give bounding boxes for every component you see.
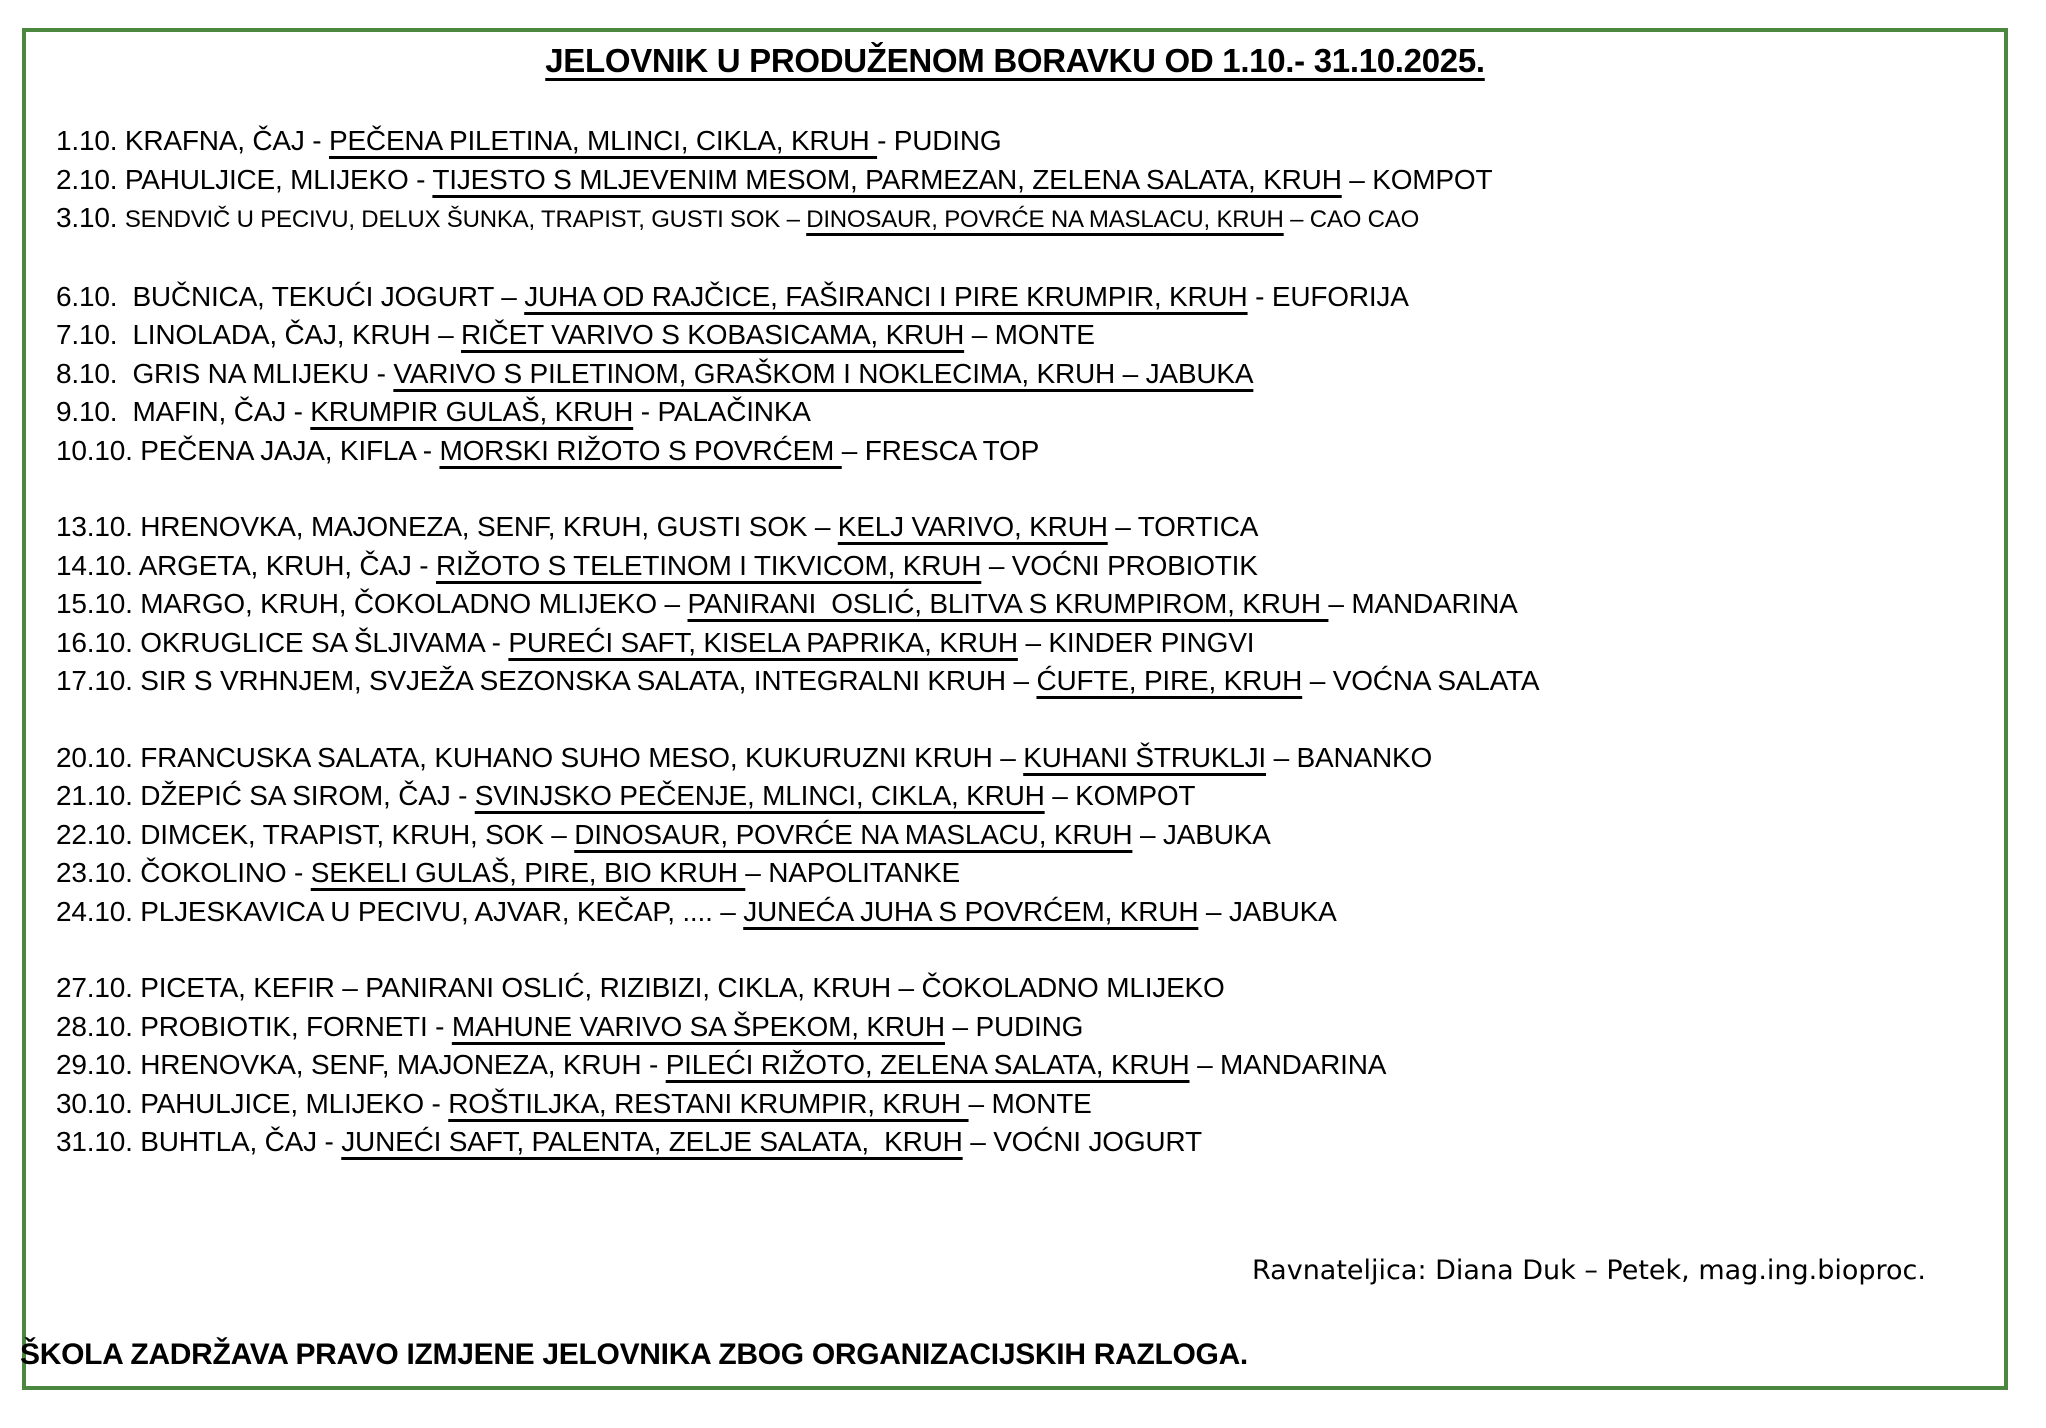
menu-dessert: - EUFORIJA [1247, 280, 1409, 312]
menu-dessert: – CAO CAO [1283, 206, 1420, 233]
menu-lunch: JUHA OD RAJČICE, FAŠIRANCI I PIRE KRUMPIR, KRUH [524, 280, 1248, 312]
menu-breakfast: HRENOVKA, MAJONEZA, SENF, KRUH, GUSTI SOK – [140, 511, 838, 542]
menu-lunch: PEČENA PILETINA, MLINCI, CIKLA, KRUH [328, 125, 878, 156]
menu-lunch: DINOSAUR, POVRĆE NA MASLACU, KRUH [806, 206, 1284, 233]
menu-date: 6.10. [56, 280, 125, 312]
menu-line [56, 893, 1974, 932]
menu-breakfast: ČOKOLINO - [140, 857, 311, 888]
menu-line [56, 1123, 1974, 1162]
menu-date: 16.10. [56, 626, 141, 658]
menu-date: 15.10. [56, 588, 141, 619]
menu-breakfast: BUČNICA, TEKUĆI JOGURT – [124, 280, 525, 312]
menu-week [56, 122, 1974, 240]
menu-date: 22.10. [56, 818, 141, 850]
menu-line [56, 122, 1974, 161]
menu-line [56, 1085, 1974, 1124]
menu-line [56, 662, 1974, 701]
menu-dessert: – KINDER PINGVI [1017, 626, 1255, 658]
menu-lunch: MAHUNE VARIVO SA ŠPEKOM, KRUH [451, 1010, 945, 1042]
menu-lunch: PILEĆI RIŽOTO, ZELENA SALATA, KRUH [665, 1049, 1190, 1080]
menu-dessert: – PUDING [944, 1010, 1084, 1042]
menu-line [56, 739, 1974, 778]
menu-breakfast: BUHTLA, ČAJ - [140, 1126, 342, 1157]
menu-breakfast: SENDVIČ U PECIVU, DELUX ŠUNKA, TRAPIST, GUSTI SOK – [124, 206, 807, 233]
menu-lunch: SEKELI GULAŠ, PIRE, BIO KRUH [310, 857, 746, 888]
menu-line [56, 393, 1974, 432]
menu-line [56, 624, 1974, 663]
menu-lunch: SVINJSKO PEČENJE, MLINCI, CIKLA, KRUH [474, 780, 1045, 811]
menu-breakfast: PEČENA JAJA, KIFLA - [140, 434, 440, 466]
menu-lunch: ĆUFTE, PIRE, KRUH [1036, 665, 1303, 696]
menu-dessert: – KOMPOT [1341, 163, 1493, 195]
menu-date: 13.10. [56, 511, 141, 542]
menu-dessert: – VOĆNI JOGURT [962, 1126, 1202, 1157]
menu-dessert: – JABUKA [1198, 895, 1337, 927]
menu-week [56, 278, 1974, 471]
menu-date: 8.10. [56, 357, 125, 389]
menu-lunch: KRUMPIR GULAŠ, KRUH [310, 396, 634, 427]
menu-dessert: – MANDARINA [1328, 588, 1518, 619]
menu-dessert: – BANANKO [1266, 741, 1433, 773]
signature: Ravnateljica: Diana Duk – Petek, mag.ing.bioproc. [1252, 1254, 1926, 1286]
menu-dessert: – TORTICA [1107, 511, 1259, 542]
menu-lunch: RIŽOTO S TELETINOM I TIKVICOM, KRUH [435, 549, 982, 581]
menu-breakfast: HRENOVKA, SENF, MAJONEZA, KRUH - [140, 1049, 666, 1080]
menu-lunch: JUNEĆA JUHA S POVRĆEM, KRUH [743, 895, 1199, 927]
menu-breakfast: GRIS NA MLIJEKU - [124, 357, 394, 389]
menu-dessert: – VOĆNI PROBIOTIK [981, 549, 1258, 581]
menu-dessert: – KOMPOT [1044, 780, 1196, 811]
menu-dessert: – MONTE [964, 319, 1095, 350]
menu-date: 2.10. [56, 163, 125, 195]
menu-breakfast: DŽEPIĆ SA SIROM, ČAJ - [140, 780, 475, 811]
menu-date: 17.10. [56, 665, 141, 696]
menu-date: 1.10. [56, 125, 125, 156]
page-title: JELOVNIK U PRODUŽENOM BORAVKU OD 1.10.- 31.10.2025. [545, 42, 1485, 79]
menu-line [56, 1008, 1974, 1047]
menu-line [56, 969, 1974, 1008]
page-border [22, 28, 2008, 1390]
menu-dessert: – VOĆNA SALATA [1302, 665, 1540, 696]
menu-dessert: – MONTE [968, 1087, 1092, 1119]
menu-date: 29.10. [56, 1049, 141, 1080]
menu-line [56, 278, 1974, 317]
menu-breakfast: PICETA, KEFIR – PANIRANI OSLIĆ, RIZIBIZI, CIKLA, KRUH – ČOKOLADNO MLIJEKO [140, 972, 1225, 1003]
menu-breakfast: MAFIN, ČAJ - [124, 396, 311, 427]
menu-date: 21.10. [56, 780, 141, 811]
menu-line [56, 777, 1974, 816]
menu-line [56, 854, 1974, 893]
menu-lunch: KUHANI ŠTRUKLJI [1023, 741, 1267, 773]
menu-dessert: - PUDING [877, 125, 1002, 156]
menu-breakfast: PROBIOTIK, FORNETI - [140, 1010, 452, 1042]
menu-date: 20.10. [56, 741, 141, 773]
menu-breakfast: MARGO, KRUH, ČOKOLADNO MLIJEKO – [140, 588, 688, 619]
menu-breakfast: OKRUGLICE SA ŠLJIVAMA - [140, 626, 509, 658]
menu-line [56, 355, 1974, 394]
menu-date: 9.10. [56, 396, 125, 427]
menu-lunch: RIČET VARIVO S KOBASICAMA, KRUH [461, 319, 965, 350]
menu-date: 30.10. [56, 1087, 141, 1119]
menu-date: 23.10. [56, 857, 141, 888]
menu-breakfast: FRANCUSKA SALATA, KUHANO SUHO MESO, KUKURUZNI KRUH – [140, 741, 1024, 773]
menu-breakfast: ARGETA, KRUH, ČAJ - [138, 549, 436, 581]
menu-line [56, 432, 1974, 471]
menu-list [56, 122, 1974, 1162]
menu-date: 10.10. [56, 434, 141, 466]
menu-dessert: – MANDARINA [1189, 1049, 1387, 1080]
menu-line [56, 316, 1974, 355]
menu-lunch: MORSKI RIŽOTO S POVRĆEM [439, 434, 842, 466]
menu-date: 7.10. [56, 319, 125, 350]
menu-lunch: ROŠTILJKA, RESTANI KRUMPIR, KRUH [448, 1087, 969, 1119]
menu-date: 3.10. [56, 202, 125, 233]
menu-breakfast: DIMCEK, TRAPIST, KRUH, SOK – [140, 818, 575, 850]
menu-breakfast: PAHULJICE, MLIJEKO - [140, 1087, 449, 1119]
menu-lunch: DINOSAUR, POVRĆE NA MASLACU, KRUH [574, 818, 1133, 850]
menu-breakfast: LINOLADA, ČAJ, KRUH – [124, 319, 462, 350]
menu-line [56, 161, 1974, 200]
menu-date: 24.10. [56, 895, 141, 927]
menu-line [56, 816, 1974, 855]
menu-dessert: – NAPOLITANKE [745, 857, 961, 888]
menu-week [56, 508, 1974, 701]
menu-line [56, 1046, 1974, 1085]
menu-line [56, 585, 1974, 624]
menu-date: 14.10. [56, 549, 139, 581]
menu-breakfast: PAHULJICE, MLIJEKO - [124, 163, 433, 195]
footer-note: ŠKOLA ZADRŽAVA PRAVO IZMJENE JELOVNIKA ZBOG ORGANIZACIJSKIH RAZLOGA. [20, 1338, 1248, 1371]
menu-lunch: PUREĆI SAFT, KISELA PAPRIKA, KRUH [508, 626, 1018, 658]
menu-dessert: – FRESCA TOP [841, 434, 1040, 466]
menu-lunch: TIJESTO S MLJEVENIM MESOM, PARMEZAN, ZELENA SALATA, KRUH [432, 163, 1342, 195]
menu-date: 31.10. [56, 1126, 141, 1157]
menu-dessert: – JABUKA [1132, 818, 1271, 850]
menu-line [56, 199, 1974, 240]
menu-week [56, 969, 1974, 1162]
page-content [26, 32, 2004, 1288]
menu-week [56, 739, 1974, 932]
menu-breakfast: PLJESKAVICA U PECIVU, AJVAR, KEČAP, .... – [140, 895, 744, 927]
menu-lunch: PANIRANI OSLIĆ, BLITVA S KRUMPIROM, KRUH [687, 588, 1329, 619]
menu-dessert: - PALAČINKA [633, 396, 811, 427]
menu-lunch: VARIVO S PILETINOM, GRAŠKOM I NOKLECIMA, KRUH – JABUKA [393, 357, 1254, 389]
menu-breakfast: SIR S VRHNJEM, SVJEŽA SEZONSKA SALATA, INTEGRALNI KRUH – [140, 665, 1037, 696]
menu-line [56, 547, 1974, 586]
menu-lunch: KELJ VARIVO, KRUH [837, 511, 1108, 542]
menu-breakfast: KRAFNA, ČAJ - [124, 125, 329, 156]
menu-line [56, 508, 1974, 547]
menu-date: 27.10. [56, 972, 141, 1003]
menu-lunch: JUNEĆI SAFT, PALENTA, ZELJE SALATA, KRUH [341, 1126, 963, 1157]
menu-date: 28.10. [56, 1010, 141, 1042]
